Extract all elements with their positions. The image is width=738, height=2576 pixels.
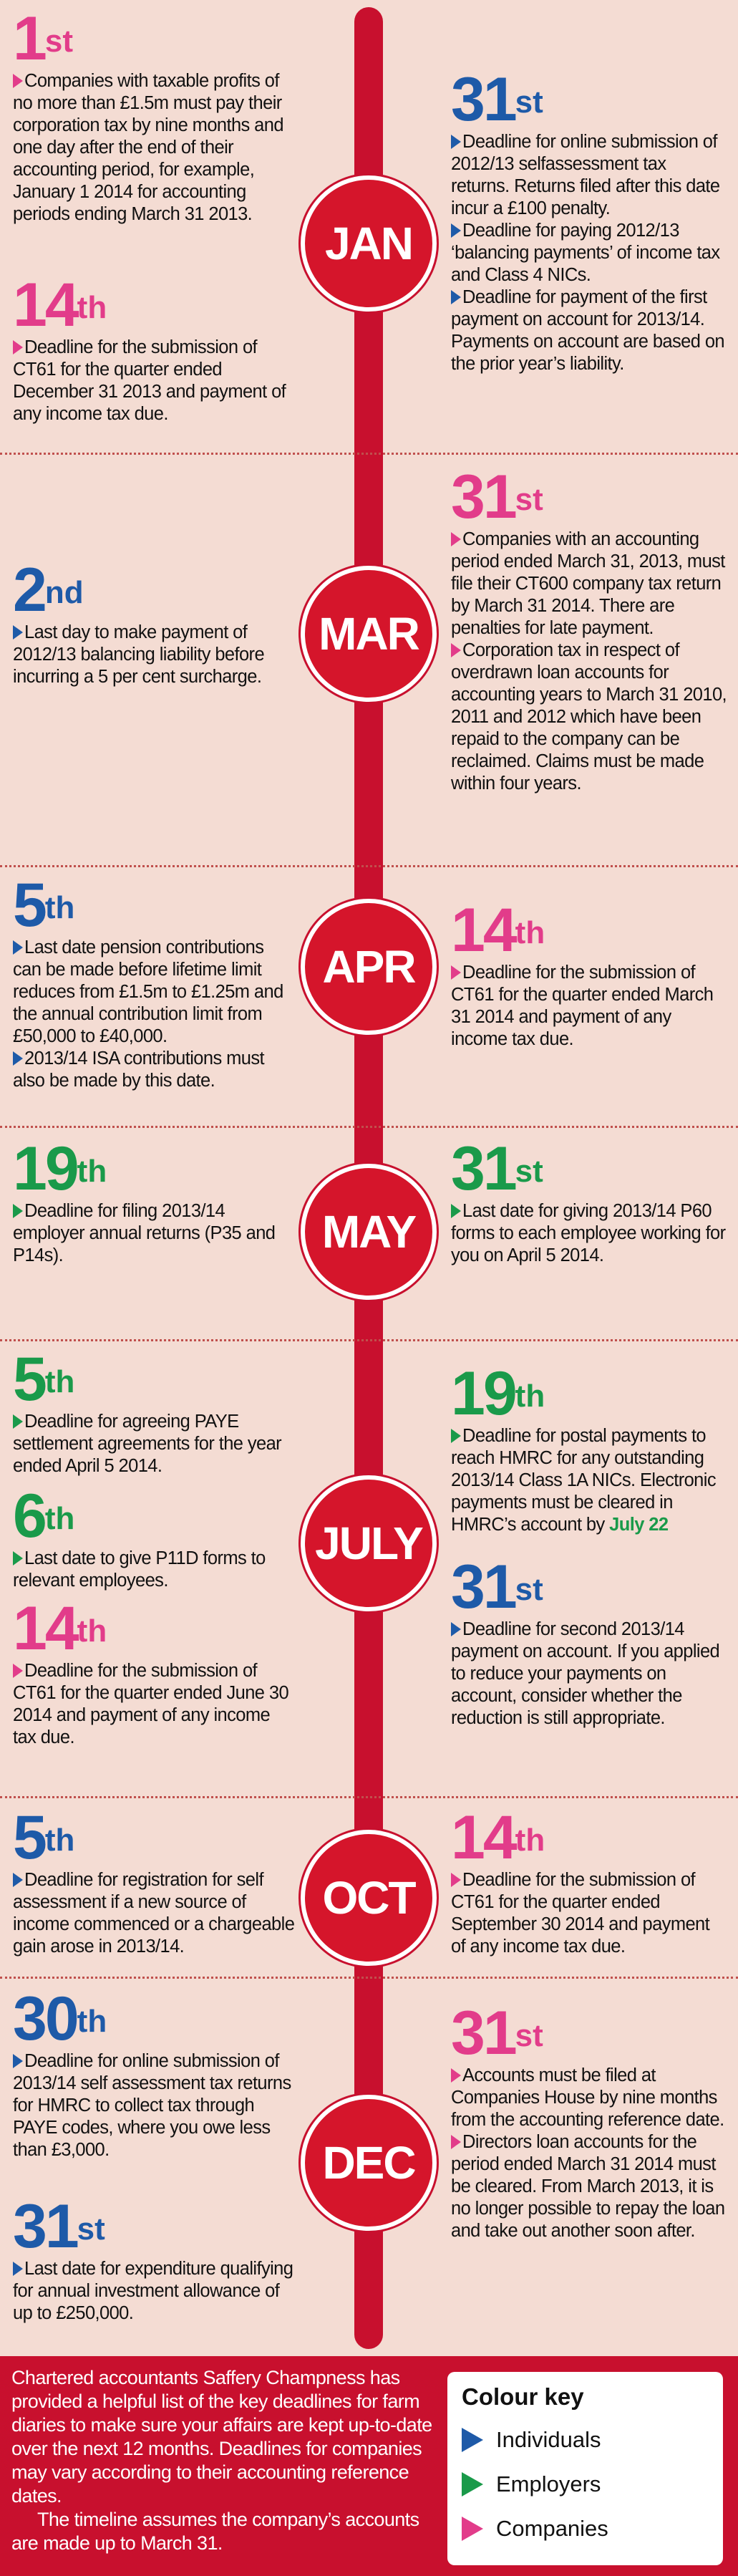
date-heading: 5th [13, 1803, 75, 1872]
entry-oct-5: 5th Deadline for registration for self assessment if a new source of income commenced or a chargeable gain arose in 2013/14. [13, 1803, 295, 1957]
date-heading: 14th [451, 1803, 545, 1872]
date-heading: 1st [13, 4, 73, 73]
month-jan [301, 175, 437, 312]
entry-mar-2: 2nd Last day to make payment of 2012/13 balancing liability before incurring a 5 per cent surcharge. [13, 559, 296, 688]
entry-jul-6: 6th Last date to give P11D forms to relevant employees. [13, 1485, 296, 1592]
highlight-date: July 22 [609, 1515, 669, 1535]
date-heading: 2nd [13, 556, 84, 624]
entry-apr-14: 14th Deadline for the submission of CT61 for the quarter ended March 31 2014 and payment of any income tax due. [451, 899, 727, 1051]
date-heading: 31st [451, 1999, 543, 2068]
section-divider [0, 1126, 738, 1128]
individuals-marker-icon [13, 940, 23, 955]
companies-marker-icon [451, 2068, 461, 2083]
month-label: APR [322, 941, 415, 993]
key-row-employers: Employers [462, 2462, 709, 2507]
date-heading: 19th [451, 1359, 545, 1428]
date-heading: 31st [13, 2192, 105, 2261]
date-heading: 5th [13, 1345, 75, 1414]
section-divider [0, 865, 738, 867]
individuals-marker-icon [13, 2054, 23, 2068]
companies-marker-icon [13, 74, 23, 88]
footer-panel [0, 2356, 738, 2576]
entry-oct-14: 14th Deadline for the submission of CT61 for the quarter ended September 30 2014 and payment of any income tax due. [451, 1806, 727, 1958]
individuals-marker-icon [451, 135, 461, 149]
entry-mar-31: 31st Companies with an accounting period ended March 31, 2013, must file their CT600 company tax return by March 31 2014. There are penalties for late payment. Corporation tax in respect of overdrawn loan accounts for accounting years to March 31 2010, 2011 and 2012 which have been repaid to the company can be reclaimed. Claims must be made within four years. [451, 463, 727, 793]
month-mar [301, 566, 437, 702]
employers-marker-icon [451, 1204, 461, 1218]
section-divider [0, 1796, 738, 1798]
entry-jan-14: 14th Deadline for the submission of CT61 for the quarter ended December 31 2013 and payment of any income tax due. [13, 274, 296, 425]
entry-jan-1: 1st Companies with taxable profits of no more than £1.5m must pay their corporation tax by nine months and one day after the end of their accounting period, for example, January 1 2014 for accounting periods ending March 31 2013. [13, 7, 296, 226]
entry-jul-19: 19th Deadline for postal payments to reach HMRC for any outstanding 2013/14 Class 1A NICs. Electronic payments must be cleared in HMRC’s account by July 22 [451, 1362, 727, 1536]
date-heading: 31st [451, 1553, 543, 1621]
employers-marker-icon [13, 1414, 23, 1429]
colour-key [447, 2372, 723, 2565]
date-heading: 31st [451, 1134, 543, 1203]
entry-may-31: 31st Last date for giving 2013/14 P60 forms to each employee working for you on April 5 2014. [451, 1134, 726, 1265]
entry-jul-14: 14th Deadline for the submission of CT61 for the quarter ended June 30 2014 and payment of any income tax due. [13, 1597, 296, 1749]
section-divider [0, 453, 738, 455]
date-heading: 14th [13, 271, 107, 339]
month-apr [301, 899, 437, 1035]
companies-marker-icon [451, 1873, 461, 1887]
entry-apr-5: 5th Last date pension contributions can be made before lifetime limit reduces from £1.5m to £1.25m and the annual contribution limit from £50,000 to £40,000. 2013/14 ISA contributions must also be made by this date. [13, 874, 296, 1092]
month-label: MAY [321, 1206, 416, 1258]
date-heading: 31st [451, 463, 543, 531]
individuals-triangle-icon [462, 2428, 483, 2452]
date-heading: 31st [451, 65, 543, 134]
individuals-marker-icon [451, 223, 461, 238]
entry-jul-5: 5th Deadline for agreeing PAYE settlement agreements for the year ended April 5 2014. [13, 1348, 296, 1477]
colour-key-title: Colour key [462, 2383, 584, 2410]
month-dec [301, 2095, 437, 2231]
entry-jan-31: 31st Deadline for online submission of 2012/13 selfassessment tax returns. Returns filed after this date incur a £100 penalty. Deadline for paying 2012/13 ‘balancing payments’ of income tax and Class 4 NICs. Deadline for payment of the first payment on account for 2013/14. Payments on account are based on the prior year’s liability. [451, 68, 727, 375]
month-label: DEC [322, 2137, 415, 2189]
companies-marker-icon [451, 532, 461, 546]
entry-may-19: 19th Deadline for filing 2013/14 employer annual returns (P35 and P14s). [13, 1137, 296, 1267]
employers-marker-icon [451, 1429, 461, 1443]
footer-intro [11, 2366, 441, 2555]
entry-dec-31-companies: 31st Accounts must be filed at Companies House by nine months from the accounting reference date. Directors loan accounts for the period ended March 31 2014 must be cleared. From March 2013, it is no longer possible to repay the loan and take out another soon after. [451, 2002, 727, 2242]
section-divider [0, 1977, 738, 1979]
month-july [301, 1475, 437, 1611]
footer-paragraph: The timeline assumes the company’s accounts are made up to March 31. [11, 2509, 419, 2554]
section-divider [0, 1339, 738, 1341]
month-label: JULY [315, 1518, 422, 1569]
entry-jul-31: 31st Deadline for second 2013/14 payment on account. If you applied to reduce your payments on account, consider whether the reduction is still appropriate. [451, 1555, 727, 1730]
month-label: MAR [319, 608, 419, 660]
companies-marker-icon [13, 340, 23, 354]
date-heading: 14th [451, 896, 545, 965]
individuals-marker-icon [451, 290, 461, 304]
date-heading: 6th [13, 1482, 75, 1550]
individuals-marker-icon [451, 1622, 461, 1636]
key-row-companies: Companies [462, 2507, 709, 2551]
companies-triangle-icon [462, 2517, 483, 2541]
date-heading: 14th [13, 1594, 107, 1663]
individuals-marker-icon [13, 1873, 23, 1887]
entry-dec-31-individuals: 31st Last date for expenditure qualifying for annual investment allowance of up to £250,000. [13, 2195, 296, 2325]
individuals-marker-icon [13, 625, 23, 640]
footer-paragraph: Chartered accountants Saffery Champness has provided a helpful list of the key deadlines for farm diaries to make sure your affairs are kept up-to-date over the next 12 months. Deadlines for companies may vary according to their accounting reference dates. [11, 2367, 432, 2507]
key-row-individuals: Individuals [462, 2418, 709, 2462]
date-heading: 5th [13, 871, 75, 940]
individuals-marker-icon [13, 2262, 23, 2276]
employers-marker-icon [13, 1551, 23, 1566]
companies-marker-icon [451, 643, 461, 657]
employers-marker-icon [13, 1204, 23, 1218]
date-heading: 19th [13, 1134, 107, 1203]
month-may [301, 1164, 437, 1300]
month-label: OCT [322, 1872, 415, 1924]
companies-marker-icon [451, 2135, 461, 2149]
date-heading: 30th [13, 1984, 107, 2053]
individuals-marker-icon [13, 1051, 23, 1066]
companies-marker-icon [451, 965, 461, 980]
companies-marker-icon [13, 1664, 23, 1678]
employers-triangle-icon [462, 2472, 483, 2497]
entry-dec-30: 30th Deadline for online submission of 2013/14 self assessment tax returns for HMRC to collect tax through PAYE codes, where you owe less than £3,000. [13, 1987, 296, 2161]
month-oct [301, 1830, 437, 1966]
month-label: JAN [324, 218, 413, 269]
